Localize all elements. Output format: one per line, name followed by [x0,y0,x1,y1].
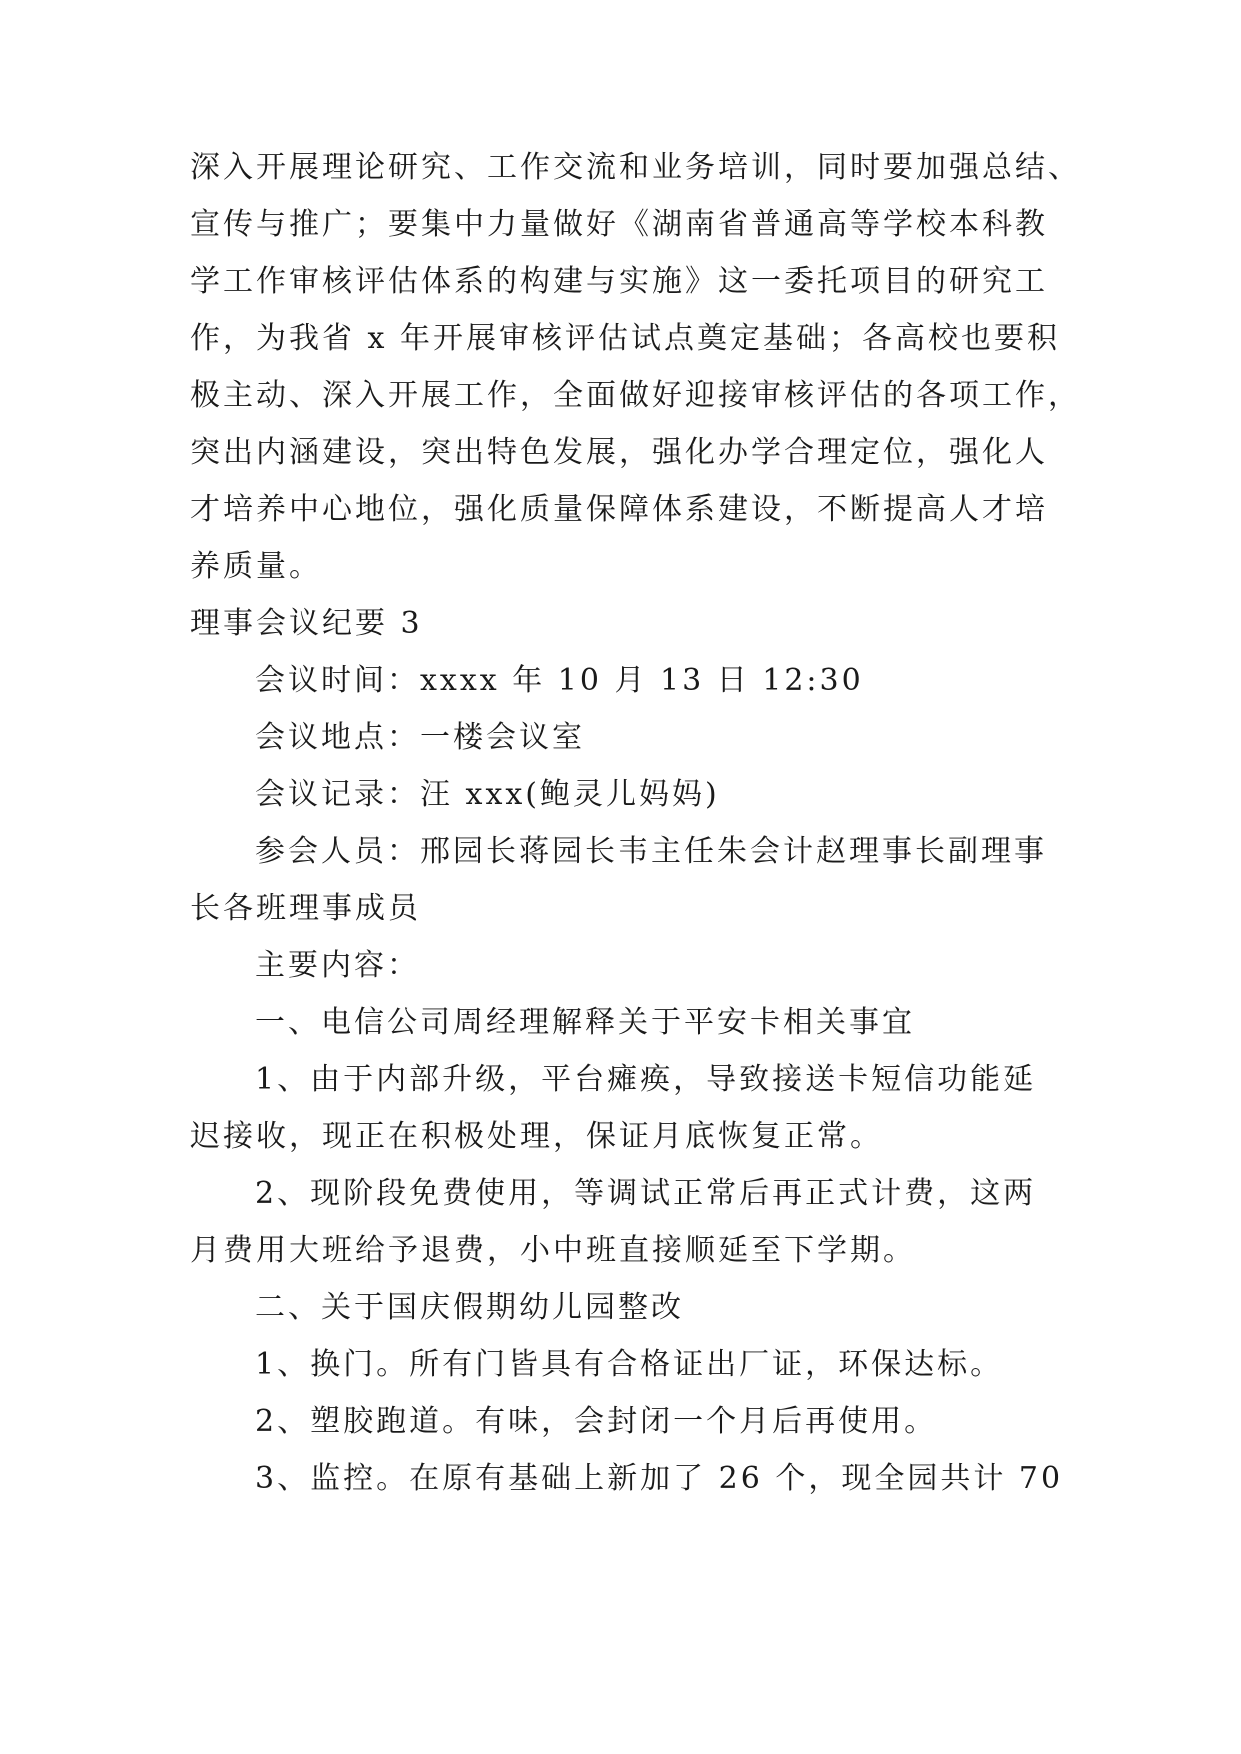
main-content-label: 主要内容： [255,948,420,983]
item-heading: 二、关于国庆假期幼儿园整改 [255,1290,684,1325]
paragraph-line: 突出内涵建设，突出特色发展，强化办学合理定位，强化人 [190,435,1048,470]
meeting-location: 会议地点：一楼会议室 [255,720,585,755]
section-heading: 理事会议纪要 3 [190,606,423,641]
paragraph-line: 月费用大班给予退费，小中班直接顺延至下学期。 [190,1233,916,1268]
meeting-time: 会议时间：xxxx 年 10 月 13 日 12:30 [255,663,864,698]
paragraph-line: 才培养中心地位，强化质量保障体系建设，不断提高人才培 [190,492,1048,527]
paragraph-line: 2、现阶段免费使用，等调试正常后再正式计费，这两 [255,1176,1037,1211]
paragraph-line: 极主动、深入开展工作，全面做好迎接审核评估的各项工作， [190,378,1081,413]
paragraph-line: 宣传与推广；要集中力量做好《湖南省普通高等学校本科教 [190,207,1048,242]
paragraph-line: 迟接收，现正在积极处理，保证月底恢复正常。 [190,1119,883,1154]
paragraph-line: 养质量。 [190,549,322,584]
paragraph-line: 深入开展理论研究、工作交流和业务培训，同时要加强总结、 [190,150,1081,185]
paragraph-line: 作，为我省 x 年开展审核评估试点奠定基础；各高校也要积 [190,321,1060,356]
meeting-recorder: 会议记录：汪 xxx(鲍灵儿妈妈) [255,777,720,812]
paragraph-line: 1、换门。所有门皆具有合格证出厂证，环保达标。 [255,1347,1004,1382]
paragraph-line: 2、塑胶跑道。有味，会封闭一个月后再使用。 [255,1404,938,1439]
paragraph-line: 1、由于内部升级，平台瘫痪，导致接送卡短信功能延 [255,1062,1037,1097]
item-heading: 一、电信公司周经理解释关于平安卡相关事宜 [255,1005,915,1040]
meeting-attendees: 参会人员：邢园长蒋园长韦主任朱会计赵理事长副理事 [255,834,1047,869]
paragraph-line: 3、监控。在原有基础上新加了 26 个，现全园共计 70 [255,1461,1064,1496]
meeting-attendees-cont: 长各班理事成员 [190,891,421,926]
paragraph-line: 学工作审核评估体系的构建与实施》这一委托项目的研究工 [190,264,1048,299]
